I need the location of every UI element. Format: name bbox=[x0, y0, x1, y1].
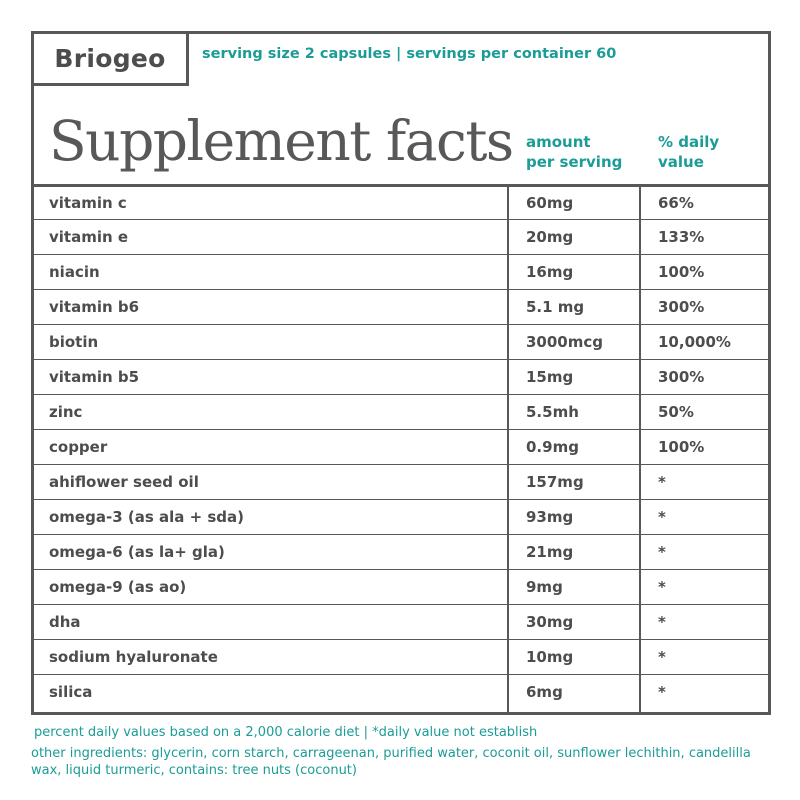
table-row bbox=[34, 324, 768, 359]
supplement-facts-panel bbox=[31, 31, 771, 715]
nutrient-name: omega-6 (as la+ gla) bbox=[49, 543, 225, 561]
daily-value-percent: * bbox=[658, 578, 666, 596]
brand-logo: Briogeo bbox=[34, 34, 189, 86]
nutrient-name: vitamin b5 bbox=[49, 368, 140, 386]
amount-per-serving: 5.5mh bbox=[526, 403, 579, 421]
amount-per-serving: 16mg bbox=[526, 263, 574, 281]
other-ingredients: other ingredients: glycerin, corn starch, carrageenan, purified water, coconit oil, sunflower lechithin, candelilla wax, liquid turmeric, contains: tree nuts (coconut) bbox=[31, 746, 751, 778]
amount-per-serving: 93mg bbox=[526, 508, 574, 526]
nutrient-name: omega-3 (as ala + sda) bbox=[49, 508, 245, 526]
table-row bbox=[34, 429, 768, 464]
table-row bbox=[34, 359, 768, 394]
daily-value-percent: 100% bbox=[658, 263, 705, 281]
daily-value-percent: 10,000% bbox=[658, 333, 731, 351]
amount-per-serving: 60mg bbox=[526, 194, 574, 212]
amount-per-serving: 21mg bbox=[526, 543, 574, 561]
table-row bbox=[34, 394, 768, 429]
daily-value-footnote: percent daily values based on a 2,000 calorie diet | *daily value not establish bbox=[34, 725, 538, 740]
nutrient-name: ahiflower seed oil bbox=[49, 473, 199, 491]
table-row bbox=[34, 219, 768, 254]
serving-info: serving size 2 capsules | servings per container 60 bbox=[202, 46, 617, 62]
column-divider-amount bbox=[507, 184, 509, 712]
table-row bbox=[34, 289, 768, 324]
daily-value-percent: 100% bbox=[658, 438, 705, 456]
daily-value-percent: 300% bbox=[658, 368, 705, 386]
daily-value-percent: * bbox=[658, 648, 666, 666]
nutrient-name: zinc bbox=[49, 403, 83, 421]
amount-per-serving: 157mg bbox=[526, 473, 584, 491]
table-row bbox=[34, 569, 768, 604]
table-row bbox=[34, 254, 768, 289]
daily-value-percent: 66% bbox=[658, 194, 694, 212]
table-row bbox=[34, 639, 768, 674]
amount-column-header bbox=[526, 132, 622, 172]
dv-header-line-2: value bbox=[658, 153, 704, 171]
nutrient-name: niacin bbox=[49, 263, 100, 281]
nutrient-name: biotin bbox=[49, 333, 99, 351]
daily-value-percent: * bbox=[658, 473, 666, 491]
table-row bbox=[34, 534, 768, 569]
daily-value-percent: * bbox=[658, 543, 666, 561]
dv-header-line-1: % daily bbox=[658, 133, 720, 151]
nutrient-name: omega-9 (as ao) bbox=[49, 578, 187, 596]
table-row bbox=[34, 464, 768, 499]
nutrient-name: dha bbox=[49, 613, 81, 631]
nutrient-name: vitamin e bbox=[49, 228, 129, 246]
amount-per-serving: 9mg bbox=[526, 578, 563, 596]
table-row bbox=[34, 184, 768, 219]
panel-title: Supplement facts bbox=[49, 109, 513, 173]
amount-header-line-2: per serving bbox=[526, 153, 623, 171]
daily-value-percent: 300% bbox=[658, 298, 705, 316]
amount-per-serving: 20mg bbox=[526, 228, 574, 246]
facts-table bbox=[34, 184, 768, 709]
nutrient-name: silica bbox=[49, 683, 93, 701]
table-row bbox=[34, 499, 768, 534]
daily-value-percent: 50% bbox=[658, 403, 694, 421]
amount-per-serving: 0.9mg bbox=[526, 438, 579, 456]
amount-per-serving: 15mg bbox=[526, 368, 574, 386]
amount-header-line-1: amount bbox=[526, 133, 591, 151]
daily-value-percent: 133% bbox=[658, 228, 705, 246]
amount-per-serving: 30mg bbox=[526, 613, 574, 631]
table-row bbox=[34, 674, 768, 709]
amount-per-serving: 6mg bbox=[526, 683, 563, 701]
amount-per-serving: 10mg bbox=[526, 648, 574, 666]
daily-value-percent: * bbox=[658, 613, 666, 631]
amount-per-serving: 5.1 mg bbox=[526, 298, 585, 316]
daily-value-percent: * bbox=[658, 508, 666, 526]
nutrient-name: vitamin c bbox=[49, 194, 127, 212]
nutrient-name: copper bbox=[49, 438, 108, 456]
daily-value-column-header bbox=[658, 132, 719, 172]
nutrient-name: sodium hyaluronate bbox=[49, 648, 218, 666]
column-divider-daily-value bbox=[639, 184, 641, 712]
daily-value-percent: * bbox=[658, 683, 666, 701]
amount-per-serving: 3000mcg bbox=[526, 333, 604, 351]
nutrient-name: vitamin b6 bbox=[49, 298, 140, 316]
table-row bbox=[34, 604, 768, 639]
